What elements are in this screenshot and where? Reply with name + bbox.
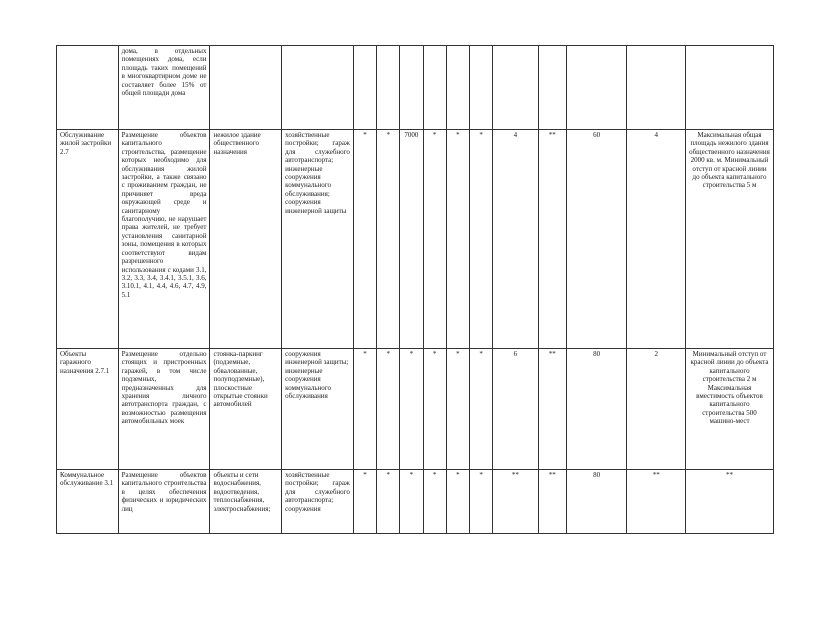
param-cell: [538, 46, 566, 130]
land-use-regulations-table: [56, 45, 774, 534]
param-cell: *: [377, 130, 400, 349]
note-cell: Максимальная общая площадь нежилого здания общественного назначения 2000 кв. м. Минимальный отступ от красной линии до объекта капитального строительства 5 м: [686, 130, 774, 349]
param-cell: *: [353, 130, 376, 349]
param-cell: **: [538, 130, 566, 349]
param-cell: [377, 46, 400, 130]
param-cell: 6: [493, 349, 538, 470]
param-cell: [353, 46, 376, 130]
description-cell: Размещение объектов капитального строительства, размещение которых необходимо для обслуживания жилой застройки, а также связано с проживанием граждан, не причиняет вреда окружающей среде и санитарному благополучию, не нарушает права жителей, не требует установления санитарной зоны, помещения в которых соответствуют видам разрешенного использования с кодами 3.1, 3.2, 3.3, 3.4, 3.4.1, 3.5.1, 3.6, 3.10.1, 4.1, 4.4, 4.6, 4.7, 4.9, 5.1: [118, 130, 210, 349]
param-cell: *: [400, 470, 423, 534]
param-cell: **: [538, 349, 566, 470]
use-type-cell: Обслуживание жилой застройки 2.7: [57, 130, 119, 349]
description-cell: Размещение объектов капитального строительства в целях обеспечения физических и юридических лиц: [118, 470, 210, 534]
main-use-cell: нежилое здание общественного назначения: [210, 130, 282, 349]
param-cell: [423, 46, 446, 130]
param-cell: *: [469, 130, 492, 349]
main-use-cell: [210, 46, 282, 130]
main-use-cell: объекты и сети водоснабжения, водоотведения, теплоснабжения, электроснабжения;: [210, 470, 282, 534]
use-type-cell: [57, 46, 119, 130]
note-cell: Минимальный отступ от красной линии до объекта капитального строительства 2 м Максимальная вместимость объектов капитального строительства 500 машино-мест: [686, 349, 774, 470]
param-cell: [627, 46, 686, 130]
param-cell: *: [353, 349, 376, 470]
param-cell: *: [423, 349, 446, 470]
param-cell: *: [353, 470, 376, 534]
use-type-cell: Объекты гаражного назначения 2.7.1: [57, 349, 119, 470]
description-cell: Размещение отдельно стоящих и пристроенных гаражей, в том числе подземных, предназначенных для хранения личного автотранспорта граждан, с возможностью размещения автомобильных моек: [118, 349, 210, 470]
param-cell: *: [446, 130, 469, 349]
note-cell: **: [686, 470, 774, 534]
param-cell: *: [446, 349, 469, 470]
aux-use-cell: хозяйственные постройки; гараж для служебного автотранспорта; инженерные сооружения коммунального обслуживания; сооружения инженерной защиты: [282, 130, 354, 349]
aux-use-cell: сооружения инженерной защиты; инженерные сооружения коммунального обслуживания: [282, 349, 354, 470]
param-cell: 2: [627, 349, 686, 470]
param-cell: [446, 46, 469, 130]
param-cell: 60: [566, 130, 627, 349]
use-type-cell: Коммунальное обслуживание 3.1: [57, 470, 119, 534]
param-cell: [400, 46, 423, 130]
param-cell: [493, 46, 538, 130]
note-cell: [686, 46, 774, 130]
param-cell: *: [400, 349, 423, 470]
aux-use-cell: [282, 46, 354, 130]
table-row: [57, 46, 774, 130]
table-row: [57, 470, 774, 534]
param-cell: *: [377, 470, 400, 534]
param-cell: 80: [566, 470, 627, 534]
param-cell: 4: [493, 130, 538, 349]
param-cell: *: [423, 470, 446, 534]
param-cell: [566, 46, 627, 130]
param-cell: 7000: [400, 130, 423, 349]
param-cell: *: [469, 349, 492, 470]
param-cell: 80: [566, 349, 627, 470]
table-row: [57, 349, 774, 470]
main-use-cell: стоянка-паркинг (подземные, обвалованные, полуподземные), плоскостные открытые стоянки автомобилей: [210, 349, 282, 470]
table-row: [57, 130, 774, 349]
param-cell: **: [538, 470, 566, 534]
param-cell: 4: [627, 130, 686, 349]
param-cell: *: [446, 470, 469, 534]
param-cell: **: [627, 470, 686, 534]
description-cell: дома, в отдельных помещениях дома, если площадь таких помещений в многоквартирном доме не составляет более 15% от общей площади дома: [118, 46, 210, 130]
param-cell: *: [469, 470, 492, 534]
param-cell: *: [377, 349, 400, 470]
param-cell: [469, 46, 492, 130]
aux-use-cell: хозяйственные постройки; гараж для служебного автотранспорта; сооружения: [282, 470, 354, 534]
param-cell: **: [493, 470, 538, 534]
param-cell: *: [423, 130, 446, 349]
